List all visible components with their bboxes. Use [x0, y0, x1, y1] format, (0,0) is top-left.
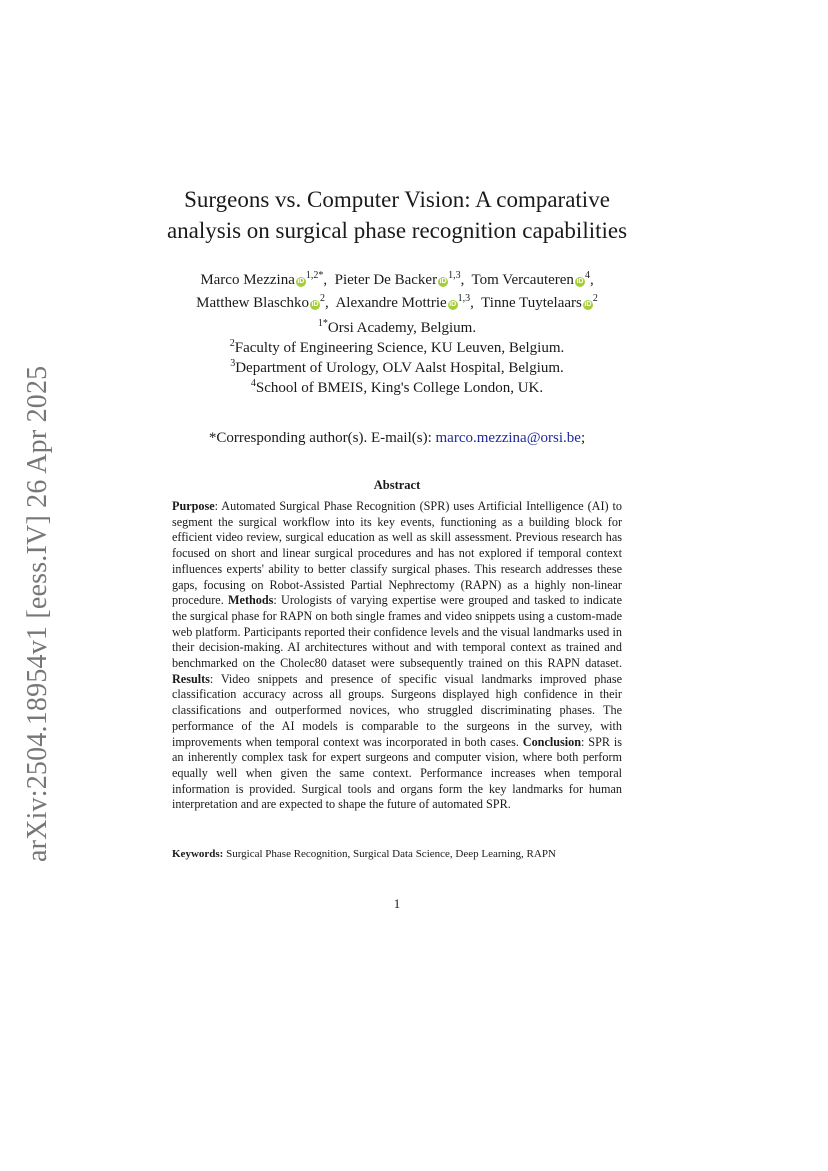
- abstract-body: [172, 499, 622, 813]
- methods-label: Methods: [228, 593, 274, 608]
- author-sep: ,: [325, 295, 329, 311]
- orcid-icon[interactable]: iD: [439, 278, 447, 285]
- affiliations: [150, 318, 644, 398]
- author-1: [200, 272, 327, 288]
- author-affil-sup: 1,3: [448, 270, 461, 281]
- affiliation-item: [150, 338, 644, 358]
- author-4: [196, 295, 329, 311]
- orcid-icon[interactable]: iD: [297, 278, 305, 285]
- author-list: [110, 269, 684, 315]
- affiliation-sup: 2: [229, 338, 235, 349]
- author-affil-sup: 2: [320, 293, 326, 304]
- affiliation-text: Department of Urology, OLV Aalst Hospital, Belgium.: [235, 360, 564, 376]
- author-6: [481, 295, 598, 311]
- author-name: Tom Vercauteren: [471, 272, 574, 288]
- page-number: 1: [393, 896, 401, 911]
- affiliation-text: School of BMEIS, King's College London, UK.: [255, 380, 544, 396]
- author-sep: ,: [470, 295, 474, 311]
- conclusion-label: Conclusion: [522, 734, 582, 749]
- author-affil-sup: 1,2*: [305, 270, 324, 281]
- author-affil-sup: 1,3: [457, 293, 471, 304]
- keywords-label: Keywords:: [172, 848, 224, 860]
- affiliation-item: [150, 358, 644, 378]
- keywords: [172, 847, 632, 862]
- arxiv-identifier-stamp: arXiv:2504.18954v1 [eess.IV] 26 Apr 2025: [22, 365, 53, 862]
- author-name: Marco Mezzina: [200, 272, 295, 288]
- author-name: Alexandre Mottrie: [335, 295, 447, 311]
- affiliation-item: [150, 378, 644, 398]
- title-line-2: analysis on surgical phase recognition capabilities: [166, 218, 628, 243]
- author-name: Matthew Blaschko: [196, 295, 310, 311]
- conclusion-text: : SPR is an inherently complex task for expert surgeons and computer vision, where both perform equally well when given the same context. Performance increases when temporal information is provided. Surgical tools and organs form the key landmarks for human interpretation and are expected to shape the future of automated SPR.: [172, 734, 622, 812]
- author-sep: ,: [323, 272, 328, 288]
- paper-title: [100, 184, 694, 246]
- orcid-icon[interactable]: iD: [584, 301, 592, 308]
- author-2: [335, 272, 465, 288]
- corresponding-author: [120, 428, 674, 448]
- author-sep: ,: [460, 272, 465, 288]
- corresponding-prefix: *Corresponding author(s). E-mail(s):: [208, 430, 436, 446]
- results-text: : Video snippets and presence of specific visual landmarks improved phase classification accuracy across all groups. Surgeons displayed high confidence in their classifications and outperformed novices, who struggled discriminating phases. The performance of the AI models is comparable to the surgeons in the survey, with improvements when temporal context was incorporated in both cases.: [172, 671, 622, 749]
- author-3: [472, 272, 594, 288]
- author-name: Tinne Tuytelaars: [481, 295, 582, 311]
- author-name: Pieter De Backer: [334, 272, 438, 288]
- results-label: Results: [172, 671, 210, 686]
- orcid-icon[interactable]: iD: [449, 301, 457, 308]
- affiliation-sup: 1*: [317, 318, 328, 329]
- orcid-icon[interactable]: iD: [576, 278, 584, 285]
- purpose-label: Purpose: [172, 499, 215, 513]
- affiliation-text: Orsi Academy, Belgium.: [327, 320, 477, 336]
- author-5: [335, 295, 473, 311]
- methods-text: : Urologists of varying expertise were grouped and tasked to indicate the surgical phase for RAPN on both single frames and video snippets using a custom-made web platform. Participants reported their confidence levels and the visual landmarks used in their decision-making. AI architectures without and with temporal context as trained and benchmarked on the Cholec80 dataset were subsequently trained on this RAPN dataset.: [172, 593, 622, 671]
- orcid-icon[interactable]: iD: [311, 301, 319, 308]
- author-affil-sup: 2: [592, 293, 598, 304]
- affiliation-sup: 3: [230, 358, 236, 369]
- affiliation-text: Faculty of Engineering Science, KU Leuven, Belgium.: [234, 340, 565, 356]
- email-link[interactable]: marco.mezzina@orsi.be: [435, 430, 581, 446]
- purpose-text: : Automated Surgical Phase Recognition (SPR) uses Artificial Intelligence (AI) to segment the surgical workflow into its key events, functioning as a building block for efficient video review, surgical education as well as skill assessment. Previous research has focused on short and linear surgical procedures and has not explored if temporal context influences experts' ability to better classify surgical phases. This research addresses these gaps, focusing on Robot-Assisted Partial Nephrectomy (RAPN) as a highly non-linear procedure.: [172, 499, 622, 608]
- author-affil-sup: 4: [584, 270, 590, 281]
- author-sep: ,: [589, 272, 594, 288]
- title-line-1: Surgeons vs. Computer Vision: A comparative: [184, 187, 610, 212]
- affiliation-item: [150, 318, 644, 338]
- abstract-heading: Abstract: [373, 478, 421, 492]
- corresponding-suffix: ;: [580, 430, 586, 446]
- keywords-text: Surgical Phase Recognition, Surgical Data Science, Deep Learning, RAPN: [223, 848, 556, 860]
- affiliation-sup: 4: [250, 378, 256, 389]
